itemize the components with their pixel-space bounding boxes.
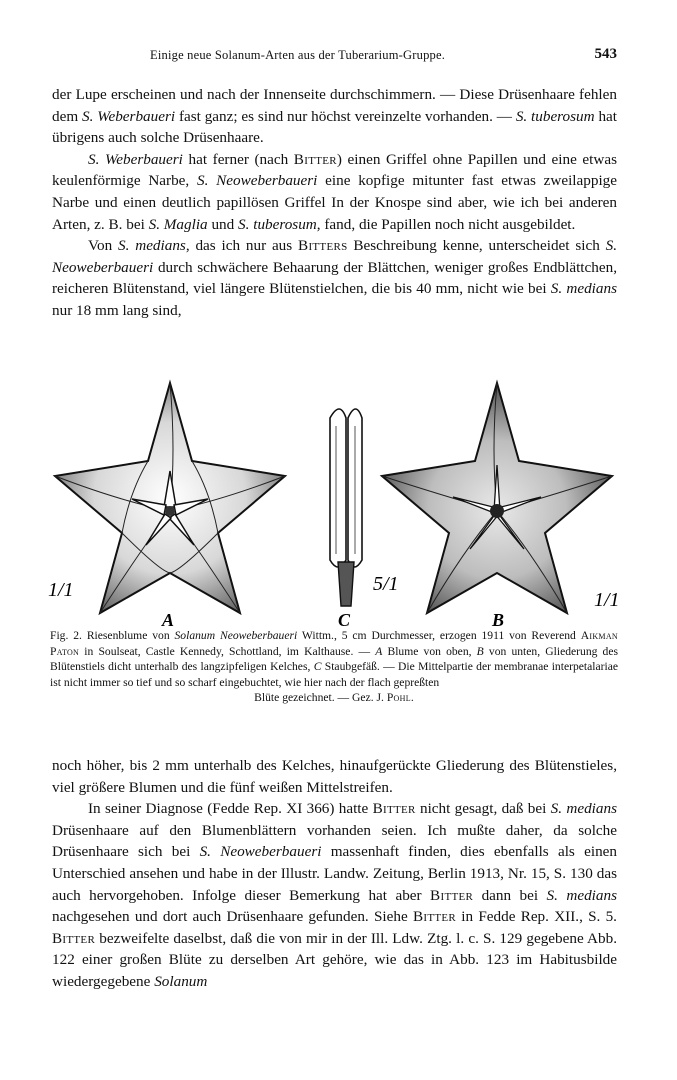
italic-run: S. Maglia <box>148 215 208 233</box>
text-run: hat ferner (nach <box>182 150 294 168</box>
text-run: Wittm., 5 cm Durchmesser, erzogen 1911 von Reverend <box>297 629 581 642</box>
italic-run: S. Neoweberbaueri <box>197 172 318 190</box>
italic-run: A <box>375 644 383 658</box>
smallcaps-name: Pohl <box>386 691 411 705</box>
paragraph <box>52 235 617 321</box>
italic-run: S. Neoweberbaueri <box>199 843 322 861</box>
text-run: fast ganz; es sind nur höchst vereinzelte vorhanden. — <box>175 107 516 125</box>
text-run: . <box>410 691 414 705</box>
text-run: der Lupe erscheinen und nach der Innenseite durchschimmern. — Diese Drüsenhaare fehlen dem <box>52 86 617 125</box>
smallcaps-name: Bitters <box>298 237 348 255</box>
body-text-bottom <box>52 755 617 993</box>
italic-run: Solanum Neoweberbaueri <box>174 629 298 642</box>
text-run: Von <box>88 237 119 255</box>
page-number: 543 <box>594 46 617 62</box>
scale-b: 1/1 <box>594 589 620 611</box>
smallcaps-name: Bitter <box>372 800 416 818</box>
scale-a: 1/1 <box>48 579 74 601</box>
figure-2 <box>40 378 640 628</box>
text-run: Fig. 2. Riesenblume von <box>50 629 175 642</box>
label-a: A <box>162 610 175 628</box>
paragraph <box>52 755 617 798</box>
smallcaps-name: Bitter <box>293 150 337 168</box>
italic-run: B <box>476 644 484 658</box>
paragraph <box>52 149 617 235</box>
text-run: ) einen Griffel ohne Papillen und eine etwas keulenförmige Narbe, <box>52 150 617 190</box>
italic-run: S. Weberbaueri <box>88 150 183 168</box>
flower-a-top-view <box>55 383 285 613</box>
running-header <box>50 48 617 68</box>
text-run: Staubgefäß. — Die Mittelpartie der membranae interpetalariae ist nicht immer so tief und so scharf eingebuchtet, wie hier nach der flach gepreßten <box>50 660 618 689</box>
body-text-top <box>52 84 617 322</box>
label-c: C <box>338 610 351 628</box>
smallcaps-name: Bitter <box>52 929 96 947</box>
italic-run: S. medians <box>550 280 617 298</box>
text-run: eine kopfige mitunter fast etwas zweilappige Narbe und einen deutlich papillösen Griffel In der Knospe sind aber, wie ich bei anderen Arten, z. B. bei <box>52 172 618 233</box>
smallcaps-name: Bitter <box>430 886 474 904</box>
italic-run: S. tuberosum <box>515 107 595 125</box>
text-run: Blüte gezeichnet. — Gez. J. <box>254 691 387 705</box>
text-run: noch höher, bis 2 mm unterhalb des Kelches, hinaufgerückte Gliederung des Blütenstieles, viel größere Blumen und die fünf weißen Mittelstreifen. <box>52 757 617 796</box>
text-run: Drüsenhaare auf den Blumenblättern vorhanden seien. Ich mußte daher, da solche Drüsenhaare sich bei <box>52 821 617 861</box>
text-run: bezweifelte daselbst, daß die von mir in der Ill. Ldw. Ztg. l. c. S. 129 gegebene Abb. 122 einer großen Blüte zu derselben Art gehöre, wie das in Abb. 123 im Habitusbilde wiedergegebene <box>52 929 617 990</box>
text-run: hat übrigens auch solche Drüsenhaare. <box>52 107 617 147</box>
scale-c: 5/1 <box>373 573 399 595</box>
italic-run: C <box>313 660 322 674</box>
label-b: B <box>492 610 505 628</box>
text-run: massenhaft finden, dies ebenfalls als einen Unterschied ansehen und habe in der Illustr. Landw. Zeitung, Berlin 1913, Nr. 15, S. 130 das auch hervorgehoben. Infolge dieser Bemerkung hat aber <box>52 843 617 904</box>
paragraph <box>52 84 617 149</box>
text-run: , fand, die Papillen noch nicht ausgebildet. <box>316 215 576 233</box>
caption-text <box>50 628 618 690</box>
text-run: nicht gesagt, daß bei <box>415 800 551 818</box>
italic-run: S. tuberosum <box>238 215 317 233</box>
text-run: Beschreibung kenne, unterscheidet sich <box>347 237 606 255</box>
smallcaps-name: Aikman Paton <box>50 629 618 658</box>
text-run: In seiner Diagnose (Fedde Rep. XI 366) hatte <box>88 800 373 818</box>
flower-b-bottom-view <box>382 383 612 613</box>
text-run: dann bei <box>473 886 547 904</box>
text-run: Blume von oben, <box>382 644 477 658</box>
figure-caption <box>50 628 618 706</box>
flower-illustration <box>40 378 640 628</box>
italic-run: S. medians <box>546 886 617 904</box>
italic-run: S. Weberbaueri <box>81 107 176 125</box>
text-run: durch schwächere Behaarung der Blättchen, weniger großes Endblättchen, reicheren Blütenstand, viel längere Blütenstielchen, die bis 40 mm, nicht wie bei <box>52 258 617 298</box>
text-run: nachgesehen und dort auch Drüsenhaare gefunden. Siehe <box>52 908 413 926</box>
smallcaps-name: Bitter <box>412 908 457 926</box>
stamen-drawing <box>330 409 362 606</box>
text-run: und <box>207 215 239 233</box>
text-run: , das ich nur aus <box>185 237 299 255</box>
paragraph <box>52 798 617 992</box>
text-run: nur 18 mm lang sind, <box>52 301 182 319</box>
italic-run: Solanum <box>154 972 208 990</box>
running-title: Einige neue Solanum-Arten aus der Tuberarium-Gruppe. <box>150 48 446 62</box>
caption-credit <box>50 690 618 706</box>
italic-run: S. Neoweberbaueri <box>52 237 617 276</box>
text-run: in Fedde Rep. XII., S. 5. <box>456 908 617 926</box>
italic-run: S. medians <box>118 237 186 255</box>
text-run: in Soulseat, Castle Kennedy, Schottland, im Kalthause. — <box>79 644 376 658</box>
italic-run: S. medians <box>550 800 617 818</box>
text-run: von unten, Gliederung des Blütenstiels dicht unterhalb des langzipfeligen Kelches, <box>50 644 619 674</box>
